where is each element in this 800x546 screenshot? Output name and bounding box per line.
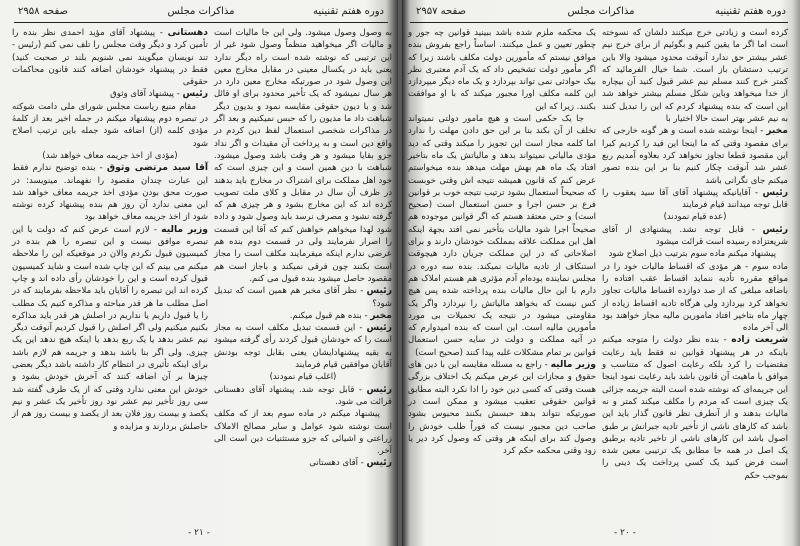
speech-paragraph (12, 88, 208, 100)
parenthetical-note (214, 371, 392, 383)
paragraph-text: - قابل توجه نشد. پیشنهادی از آقای شریعتزاده رسیده است قرائت میشود (602, 224, 788, 248)
speaker-name: وزیر مالیه (161, 223, 208, 235)
text-column-right (214, 27, 392, 470)
paragraph-text: جا یک حکمی است و هیچ مامور دولتی نمیتواند تخلف از آن بکند بنا بر این حق دادن مهلت را ندارد اما کلمه مجاز است این تجویز را میکند وقتی که دید مؤدی مالیاتی نمیتواند بدهد و مالیاتش یک ماه بتاخیر افتاد یک ماه هم بهش مهلت میدهد بنده میخواستم عرض کنم که قانون همیشه نتیجه اش وقتی خوبست که صحیحاً استعمال بشود ترتیب نتیجه خوب بر قوانین فرع بر حسن اجرا و حسن استعمال است (صحیح است) و حتی معتقد هستم که اگر قوانین موجوده هم صحیحاً اجرا شود مالیات بتأخیر نمی افتد بجهة اینکه اهل این مملکت علاقه بمملکت خودشان دارند و برای اصلاحاتی که در این مملکت جریان دارد هیچوقت استنکاف از تادیه مالیات نمیکند. بنده سه دوره در مجلس نماینده بوده‌ام آدم مؤثری هم هستم املاک هم دارم با این حال مالیات بنده پرداخته شده پس هیچ کس نیست که بخواهد مالیاتش را نپردازد واگر یک مقاومتی میشود در نتیجه یک تحمیلات بی مورد مأمورین مالیه است. این است که بنده امیدوارم که در آتیه مملکت و دولت در سایه حسن استعمال قوانین بر تمام مشکلات غلبه پیدا کنند (صحیح است) (408, 114, 596, 358)
speaker-name: مخبر (370, 309, 392, 321)
speech-paragraph (602, 187, 788, 212)
header-rule (410, 22, 788, 23)
text-paragraph (214, 408, 392, 457)
paragraph-text: - بنده نظر دولت را متوجه میکنم باینکه در هر پیشنهاد قوانین نه فقط باید رعایت مقتضیات را کرد بلکه رعایت اصول که متناسب و موافق با ماهیت آن قانون باشد باید رعایت نمود اینجا این جریمه‌ای که نوشته شده است البته جریمه جزائی یک چیزی است که مردم را مکلف میکند کمتر و نه مالیات بدهند و از آنطرف نظر قانون گذار باید این باشد که کارهای ناشی از تأخیر تادیه جبرانش بر طبق اصول باشد این کارهای ناشی از تاخیر تادیه برطبق یک اصل در همه جا مطابق یک ترتیبی معین شده است فرض کنید یک کسی پرداخت یک دینی را بموجب حکم (602, 335, 788, 481)
paragraph-text: - راجع به مسئله مقایسه این با دین های حقوق و مجازات این عرض میکنم یک اختلاف بزرگی هست وقتی که کسی دین خود را ادا نکرد البته مطابق قوانین حقوقی تعقیب میشود و ممکن است در صورتیکه نتواند بدهد حبسش بکنند محبوس بشود صاحب دین مجبور نیست که فوراً طلب خودش را وصول کند برای اینکه هر وقتی که وصول کرد دیر یا زود وقتی محکمه حکم کرد (408, 360, 596, 457)
paragraph-text: - لازم است عرض کنم که دولت با این تبصره موافق نیست و این تبصره را هم بنده در کمیسیون قبول نکردم والان در موقعیکه این را ملاحظه میکنم می بینم که این چاپ شده است و شاید کمیسیون قبول کرده است و این را خودشان رأی داده اند و چاپ کرده اند این تبصره را آقایان باید ملاحظه بفرمایند که در اصل مطلب ما هر قدر مباحثه و مذاکره کنیم یک مطلب را یا قبول داریم یا نداریم در اصلش هر قدر باید مذاکره بکنیم میکنیم ولی اگر اصلش را قبول کردیم آنوقت دیگر نیم عشر بدهد یا یک ربع بدهد یا اینکه هیچ ندهد این یک چیزی. ولی اگر بنا باشد بدهد و جریمه هم لازم باشد برای اینکه تأثیری در انتظام کار داشته باشد دیگر بعضی چیزها بر آن اضافه کنند که آخرش خودش بشود و خودش این معنی ندارد وقتی که از یک طرف گفته شد سی روز تأخیر نیم عشر نود روز تأخیر یک عشر و نیم یکصد و بیست روز فلان بعد از یکصد و بیست روز هم از حاصلش بردارند و مزایده و (12, 224, 208, 432)
header-rule (14, 22, 388, 23)
speaker-name: مخبر (766, 125, 788, 137)
paragraph-text: ماده سوم - هر مؤدی که اقساط مالیات خود را در مواقع مقرره تأدیه ننماید اقساط عقب افتاده را باضافه مبلغی که از صد دوازده اقساط مالیات تجاوز نخواهد کرد بپردازد ولی هرگاه تادیه اقساط زیاده از چهار ماه بتاخیر افتاد مامورین مالیه مجاز خواهند بود الی آخر ماده (602, 261, 788, 334)
speech-paragraph (214, 322, 392, 371)
left-page (0, 0, 398, 546)
speaker-name: رئیس (762, 186, 788, 198)
page-header (18, 6, 384, 22)
parenthetical-note (602, 211, 788, 223)
speech-paragraph (214, 310, 392, 322)
page-header (416, 6, 786, 22)
speaker-name: وزیر مالیه (550, 359, 597, 371)
text-paragraph (602, 261, 788, 335)
speaker-name: آقا سید مرتضی وثوق (106, 162, 209, 174)
speaker-name: رئیس (366, 383, 392, 395)
paragraph-text: - قابل توجه شد. پیشنهاد آقای دهستانی قرائت می شود. (214, 384, 392, 407)
text-paragraph (12, 101, 208, 150)
page-number: صفحه ۲۹۵۸ (18, 6, 69, 17)
paragraph-text: پیشنهاد میکنم ماده سوم بترتیب ذیل اصلاح شود (608, 249, 776, 260)
session-label: دوره هفتم تقنینیه (313, 6, 384, 17)
text-paragraph (408, 113, 596, 359)
paragraph-text: - آقای دهستانی (309, 458, 367, 469)
parenthetical-note (12, 150, 208, 162)
paragraph-text: مقام منیع ریاست مجلس شورای ملی دامت شوکته در تبصره دوم پیشنهاد میکنم در جمله اخیر بعد از کلمهٔ مؤدی کلمه (از) اضافه شود جمله باین ترتیب اصلاح شود (12, 101, 208, 149)
speaker-name: شریعت زاده (731, 334, 788, 346)
paragraph-text: - اینجا نوشته شده است و هر گونه خارجی که برای مقصود وقتی که ما اینجا این قید را کردیم کبرا این مقصود قطعا تجاوز نخواهد کرد بعلاوه آمدیم ربع عشر شد آنوقت چکار کنیم بنا بر این بنده تصور میکنم جای نگرانی باشد (602, 126, 788, 186)
speaker-name: دهستانی (167, 27, 208, 38)
page-footer-number: - ۲۰ - (614, 528, 636, 538)
text-column-right (602, 27, 788, 482)
text-paragraph (602, 27, 788, 125)
paragraph-text: یک محکمه ملزم شده باشد ببینید قوانین چه جور و چطور تعیین و عمل میکنند. اساساً راجع بفروش بنده موافق نیستم که مأمورین دولت مکلف باشند زیرا که اگر مأمور دولت تشخیص داد که یک آدم معتبری نظر بیک حوادثی نمی تواند بپردازد و یک ماه دیگر میپردازد این کلمه مکلف اورا مجبور میکند که با او موافقت بکنند. زیرا که این (408, 28, 596, 112)
speech-paragraph (12, 27, 208, 88)
speech-paragraph (602, 125, 788, 186)
speaker-name: رئیس (182, 88, 208, 100)
paragraph-text: به وصول وصول میشود. ولی این جا مالیات است و مالیات اگر میخواهید منظماً وصول شود غیر از این ترتیبی که نوشته شده است راه دیگر ندارد یعنی باید در یکسال معینی در مقابل مخارج معین این وصول شود در صورتیکه مخارج معین دارد در هر سال نمیشود که یک تأخیر محدود برای او قائل شد و با دیون حقوقی مقایسه نمود و بدیون دیگر شباهت داد ما مدیون را که حبس نمیکنیم و بعد اگر در مذاکرات شخصی استعمال لفظ دین کردم در واقع دین است و به پرداخت آن مقیدات و اگر نداد جزو بقایا میشود و هر وقت باشد وصول میشود. شباهت با دین همین است و این چیزی است که خود اهل مملکت برای اشتراک در مخارج باید بدهند در ظرف آن سال در مقابل و کلای ملت تصویب کرده اند که این مخارج بشود و هر چیزی هم که گرفته نشود و مصرف نرسد باید وصول شود و داده شود لهذا میخواهم خواهش کنم که آقا این قسمت را اصرار نفرمایند ولی در قسمت دوم بنده هم عرضی ندارم اینکه میفرمایند مکلف است را مجاز است بکنند چون فرقی نمیکند و باجاز است هم مقصود حاصل میشود بنده قبول می کنم. (214, 28, 392, 284)
paragraph-text: - بنده توضیح ندارم فقط این عبارت چندان مقصود را نفهماند. مینویسد: در صورت محق بودن مؤدی اخذ جریمه معاف خواهد شد این معنی ندارد آن روز هم بنده پیشنهاد کرده نوشته شود از اخذ جریمه معاف خواهد بود (12, 163, 208, 223)
running-title: مذاکرات مجلس (567, 6, 635, 17)
page-footer-number: - ۲۱ - (188, 528, 210, 538)
page-number: صفحه ۲۹۵۷ (416, 6, 467, 17)
text-column-left (408, 27, 596, 457)
speech-paragraph (12, 224, 208, 433)
text-paragraph (602, 248, 788, 260)
paragraph-text: (مؤدی از اخذ جریمه معاف خواهد شد) (42, 150, 178, 161)
speech-paragraph (214, 285, 392, 310)
running-title: مذاکرات مجلس (167, 6, 235, 17)
session-label: دوره هفتم تقنینیه (715, 6, 786, 17)
right-page (402, 0, 800, 546)
paragraph-text: - آقایانیکه پیشنهاد آقای آقا سید یعقوب را قابل توجه میدانند قیام فرمایند (602, 187, 788, 211)
speech-paragraph (408, 359, 596, 457)
speaker-name: رئیس (366, 322, 392, 334)
paragraph-text: (عده قیام نمودند) (663, 212, 727, 223)
speaker-name: رئیس (366, 457, 392, 469)
paragraph-text: - نظر آقای مخبر هم همین است که تبدیل شود؟ (214, 286, 392, 309)
paragraph-text: (اغلب قیام نمودند) (269, 372, 337, 383)
text-paragraph (214, 27, 392, 285)
speaker-name: رئیس (366, 285, 392, 297)
speech-paragraph (214, 457, 392, 469)
speech-paragraph (602, 334, 788, 482)
speech-paragraph (602, 224, 788, 249)
text-paragraph (408, 27, 596, 113)
paragraph-text: پیشنهاد میکنم در ماده سوم بعد از که مکلف است نوشته شود عوامل و سایر مصالح الاملاک زراعتی و اشیائی که جزو مستثنیات دین است الی آخر. (214, 409, 392, 457)
speaker-name: رئیس (762, 223, 788, 235)
paragraph-text: - این قسمت تبدیل مکلف است به مجاز است را که خودشان قبول کردند رأی گرفته میشود به بقیه پیشنهادایشان یعنی بقابل توجه بودنش آقایان موافقین قیام فرمایند (214, 323, 392, 371)
paragraph-text: - بنده هم قبول میکنم. (289, 310, 371, 321)
speech-paragraph (12, 162, 208, 223)
paragraph-text: کرده است و زیادتی خرج میکنند دلشان که نسوخته است اما اگر ما یقین کنیم و بگوئیم از برای خرج نیم عشر بیشتر حق ندارد آنوقت محدود میشود والا باین ترتیب دستشان باز است. شما خیال الفرمائید که کمتر خرج کنند مسلم نیم عشر قبول کنید آن بیچاره از خدا میخواهد وباین شکل مسلم بیشتر خواهد شد این است که بنده پیشنهاد کردم که این را تبدیل کنند به نیم عشر بهتر است حالا اختیار با (602, 28, 788, 125)
paragraph-text: - پیشنهاد آقای مؤید احمدی نظر بنده را تأمین کرد و دیگر وقت مجلس را تلف نمی کنم (رئیس - تند نویسان میگویند نمی شنویم بلند تر صحبت کنید) فقط در پیشنهاد خودشان اضافه کنند قانون محاکمات حقوقی (12, 28, 208, 88)
text-column-left (12, 27, 208, 433)
paragraph-text: - پیشنهاد آقای وثوق (110, 89, 183, 100)
speech-paragraph (214, 384, 392, 409)
